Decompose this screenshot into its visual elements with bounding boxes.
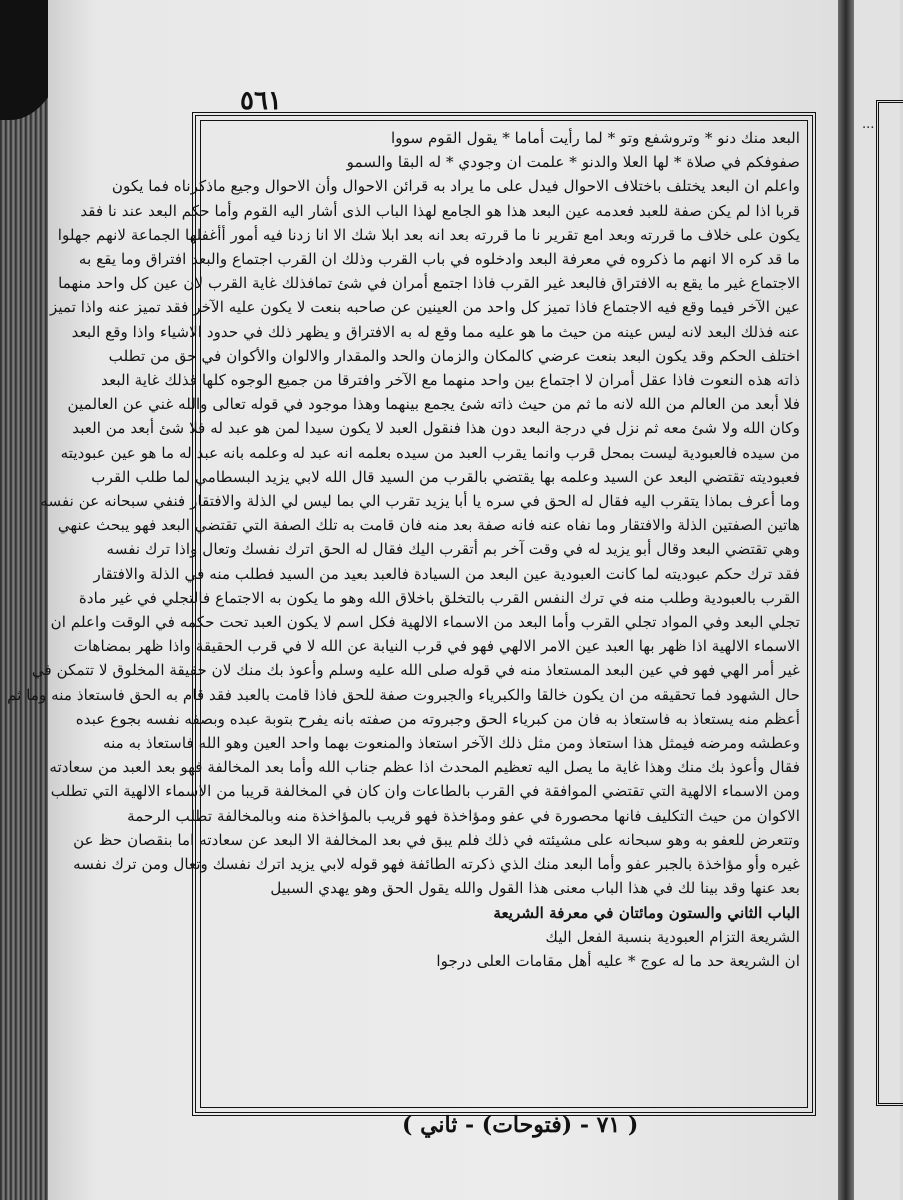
body-line: فلا أبعد من العالم من الله لانه ما ثم من حيث ذاته شئ يجمع بينهما وهذا موجود في قوله تعالى والله غني عن العالمين bbox=[67, 395, 800, 414]
body-line: عين الآخر فيما وقع فيه الاجتماع فاذا تميز كل واحد من العينين عن صاحبه بنعت لا يكون عليه الآخر فقد تميز عنه واذا تميز bbox=[49, 298, 800, 317]
body-line: ومن الاسماء الالهية التي تقتضي الموافقة في القرب بالطاعات وان كان في المخالفة قريبا من الاسماء الالهية التي تطلب bbox=[50, 782, 800, 801]
body-line: واعلم ان البعد يختلف باختلاف الاحوال فيدل على ما يراد به قرائن الاحوال وأن الاحوال وجيع ماذكرناه فما يكون bbox=[111, 177, 800, 196]
page-footer: ( ٧١ - (فتوحات) - ثاني ) bbox=[402, 1112, 639, 1138]
body-line: وكان الله ولا شئ معه ثم نزل في درجة البعد دون هذا فنقول العبد لا يكون سيدا لمن هو عبد له فلا شئ أبعد من العبد bbox=[72, 419, 800, 438]
body-line: غيره وأو مؤاخذة بالجبر عفو وأما البعد منك الذي ذكرته الطائفة فهو قوله لابي يزيد اترك نفسك وتعال ومن ترك نفسه bbox=[73, 855, 800, 874]
right-page-fragment: ... bbox=[862, 117, 875, 132]
body-line: من سيده فالعبودية ليست بمحل قرب وانما يقرب العبد من سيده بعلمه انه عبد له وعلمه بانه عبد له ما هو عين عبوديته bbox=[60, 443, 800, 462]
body-line: أعظم منه يستعاذ به فاستعاذ به فان من كبرياء الحق وجبروته من صفته بانه يفرح بتوبة عبده وبصفه نفسه بجوع عبده bbox=[75, 709, 800, 728]
verse-line: البعد منك دنو * وتروشفع وتو * لما رأيت أماما * يقول القوم سووا bbox=[391, 129, 800, 147]
body-line: الاجتماع غير ما يقع به الافتراق فالبعد غير القرب فاذا اجتمع أمران في شئ تمافذلك غاية القرب لان عين كل واحد منهما bbox=[58, 274, 800, 293]
body-line: ذاته هذه النعوت فاذا عقل أمران لا اجتماع بين واحد منهما مع الآخر وافترقا من جميع الوجوه كلها فذلك غاية البعد bbox=[101, 371, 800, 390]
page-number: ٥٦١ bbox=[240, 86, 282, 116]
chapter-heading: الباب الثاني والستون ومائتان في معرفة الشريعة bbox=[493, 903, 800, 922]
body-line: فقال وأعوذ بك منك وهذا غاية ما يصل اليه تعظيم المحدث اذا عظم جناب الله وأما بعد المخالفة فهو بعد العبد من سعادته bbox=[49, 758, 800, 777]
body-line: وهي تقتضي البعد وقال أبو يزيد له في وقت آخر بم أتقرب اليك فقال له الحق اترك نفسك وتعال واذا ترك نفسه bbox=[106, 540, 800, 559]
body-line: القرب بالعبودية وطلب منه في ترك النفس القرب بالتخلق باخلاق الله وهو ما يكون به الاجتماع فالتجلي في غير مادة bbox=[78, 588, 800, 607]
body-line: يكون على خلاف ما قررته وبعد امع تقرير نا ما قررته بعد انه بعد ابلا شك الا انا زدنا فيه أمور أأغفلها الجماعة لانهم جهلوا bbox=[57, 225, 800, 244]
body-line: فعبوديته تقتضي البعد عن السيد وعلمه بها يقتضي بالقرب من السيد قال الله لابي يزيد البسطامي لما طلب القرب bbox=[91, 467, 800, 486]
body-line: ما قد كره الا انهم ما ذكروه في معرفة البعد وادخلوه في باب القرب وذلك ان القرب اجتماع والبعد افتراق وما يقع به bbox=[78, 250, 800, 269]
body-line: تجلي البعد وفي المواد تجلي القرب وأما البعد من الاسماء الالهية فكل اسم لا يكون العبد تحت حكمه في الوقت واعلم ان bbox=[50, 613, 800, 632]
body-line: غير أمر الهي فهو في عين البعد المستعاذ منه في قوله صلى الله عليه وسلم وأعوذ بك منك لان حقيقة المخلوق لا تتمكن في bbox=[31, 661, 800, 680]
body-line: وما أعرف بماذا يتقرب اليه فقال له الحق في سره يا أبا يزيد تقرب الي بما ليس لي الذلة والافتقار فنفي سبحانه عن نفسه bbox=[40, 492, 800, 511]
verse-line: صفوفكم في صلاة * لها العلا والدنو * علمت ان وجودي * له البقا والسمو bbox=[346, 153, 800, 172]
verse-line: الشريعة التزام العبودية بنسبة الفعل اليك bbox=[545, 927, 800, 946]
body-line: اختلف الحكم وقد يكون البعد بنعت عرضي كالمكان والزمان والحد والمقدار والالوان والأكوان في حق من تطلب bbox=[108, 346, 800, 365]
body-line: قربا اذا لم يكن صفة للعبد فعدمه عين البعد هذا هو الجامع لهذا الباب الذى أشار اليه القوم وأما حكم البعد عند نا فقد bbox=[80, 201, 800, 220]
body-line: وتتعرض للعفو به وهو سبحانه على مشيئته في ذلك فلم يبق في بعد المخالفة الا البعد عن سعادته اما بنقصان حظ عن bbox=[73, 830, 800, 849]
book-gutter bbox=[838, 0, 854, 1200]
body-line: عنه فذلك البعد لانه ليس عينه من حيث ما هو عليه مما وقع له به الافتراق و يظهر ذلك في حدود الاشياء واذا وقع البعد bbox=[71, 322, 800, 341]
verse-line: ان الشريعة حد ما له عوج * عليه أهل مقامات العلى درجوا bbox=[436, 951, 800, 970]
body-line: الاكوان من حيث التكليف فانها محصورة في عفو ومؤاخذة فهو قريب بالمؤاخذة منه وبالمخالفة تطلب الرحمة bbox=[127, 806, 800, 825]
book-left-edge bbox=[0, 0, 52, 1200]
body-line: الاسماء الالهية اذا ظهر بها العبد عين الامر الالهي فهو في قرب النيابة عن الله لا في قرب الحقيقة واذا ظهر بمضاهات bbox=[73, 637, 800, 656]
body-line: فقد ترك حكم عبوديته لما كانت العبودية عين البعد من السيادة فالعبد بعيد من السيد فطلب منه في الذلة والافتقار bbox=[93, 564, 800, 583]
page-body bbox=[7, 126, 800, 1101]
body-line: وعطشه ومرضه فيمثل هذا استعاذ ومن مثل ذلك الآخر استعاذ والمنعوت بهما واحد العين وهو الله فاستعاذ به منه bbox=[102, 734, 800, 753]
body-last-line: بعد عنها وقد بينا لك في هذا الباب معنى هذا القول والله يقول الحق وهو يهدي السبيل bbox=[270, 879, 800, 898]
right-page-frame bbox=[876, 100, 903, 1106]
body-line: حال الشهود فما تحقيقه من ان يكون خالقا والكبرياء والجبروت صفة للحق فاذا قامت بالعبد فقد قام به الحق فاستعاذ منه وما ثم bbox=[7, 685, 800, 704]
body-line: هاتين الصفتين الذلة والافتقار وما نفاه عنه فانه صفة بعد منه فان قامت به تلك الصفة التي تقتضي البعد فهو يبحث عنهي bbox=[57, 516, 800, 535]
